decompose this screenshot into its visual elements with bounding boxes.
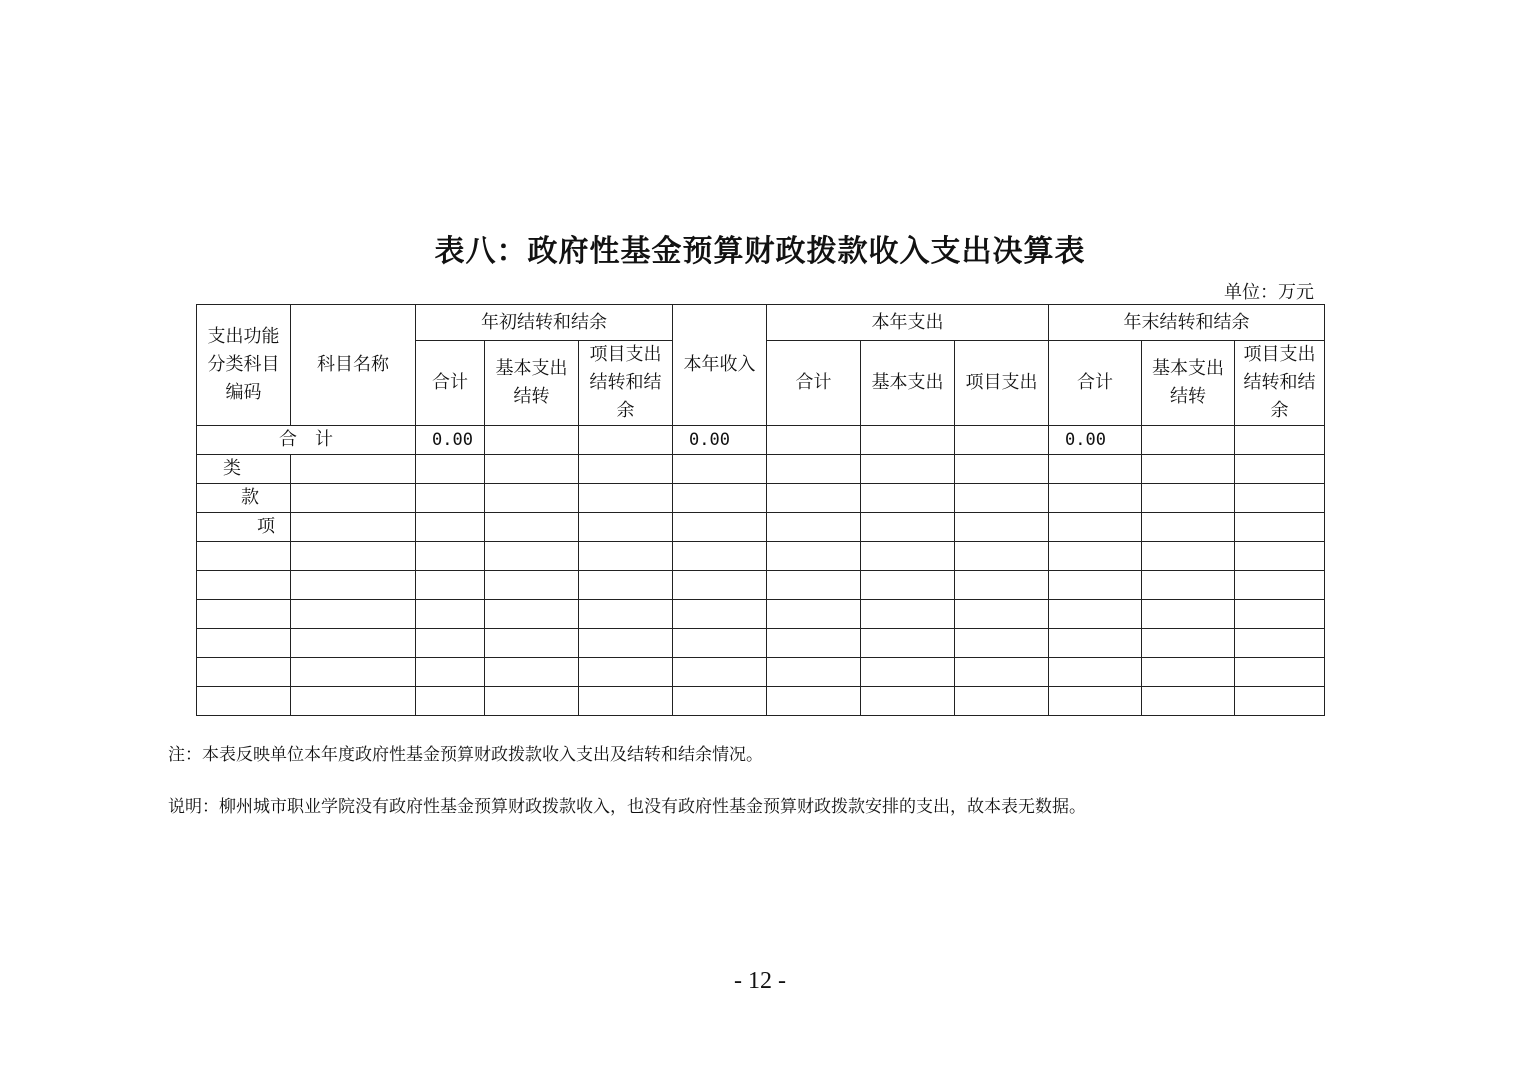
table-row: [197, 484, 1325, 513]
total-label: 合 计: [197, 426, 416, 455]
table-row: [197, 687, 1325, 716]
level-kuan: 款: [197, 484, 291, 513]
header-end-total: 合计: [1049, 341, 1142, 426]
header-end-basic: 基本支出结转: [1142, 341, 1235, 426]
header-expense-basic: 基本支出: [861, 341, 955, 426]
total-row: [197, 426, 1325, 455]
header-end-project: 项目支出结转和结余: [1235, 341, 1325, 426]
table-row: [197, 455, 1325, 484]
header-expense: 本年支出: [767, 305, 1049, 341]
level-xiang: 项: [197, 513, 291, 542]
page-number: - 12 -: [734, 968, 786, 994]
header-begin-balance: 年初结转和结余: [416, 305, 673, 341]
table-row: [197, 513, 1325, 542]
total-income: 0.00: [673, 426, 767, 455]
table-row: [197, 658, 1325, 687]
header-begin-total: 合计: [416, 341, 485, 426]
header-expense-total: 合计: [767, 341, 861, 426]
header-begin-basic: 基本支出结转: [485, 341, 579, 426]
header-name: 科目名称: [291, 305, 416, 426]
table-row: [197, 571, 1325, 600]
table-title: 表八：政府性基金预算财政拨款收入支出决算表: [434, 234, 1086, 269]
note-text: 注：本表反映单位本年度政府性基金预算财政拨款收入支出及结转和结余情况。: [168, 745, 763, 765]
header-end-balance: 年末结转和结余: [1049, 305, 1325, 341]
header-code: 支出功能分类科目编码: [197, 305, 291, 426]
level-lei: 类: [197, 455, 291, 484]
table-row: [197, 629, 1325, 658]
explanation-text: 说明：柳州城市职业学院没有政府性基金预算财政拨款收入，也没有政府性基金预算财政拨款安排的支出，故本表无数据。: [168, 797, 1086, 817]
header-expense-project: 项目支出: [955, 341, 1049, 426]
table-row: [197, 600, 1325, 629]
unit-label: 单位：万元: [1224, 282, 1314, 303]
total-begin: 0.00: [416, 426, 485, 455]
budget-table: [196, 304, 1325, 716]
table-row: [197, 542, 1325, 571]
header-begin-project: 项目支出结转和结余: [579, 341, 673, 426]
header-income: 本年收入: [673, 305, 767, 426]
total-end: 0.00: [1049, 426, 1142, 455]
